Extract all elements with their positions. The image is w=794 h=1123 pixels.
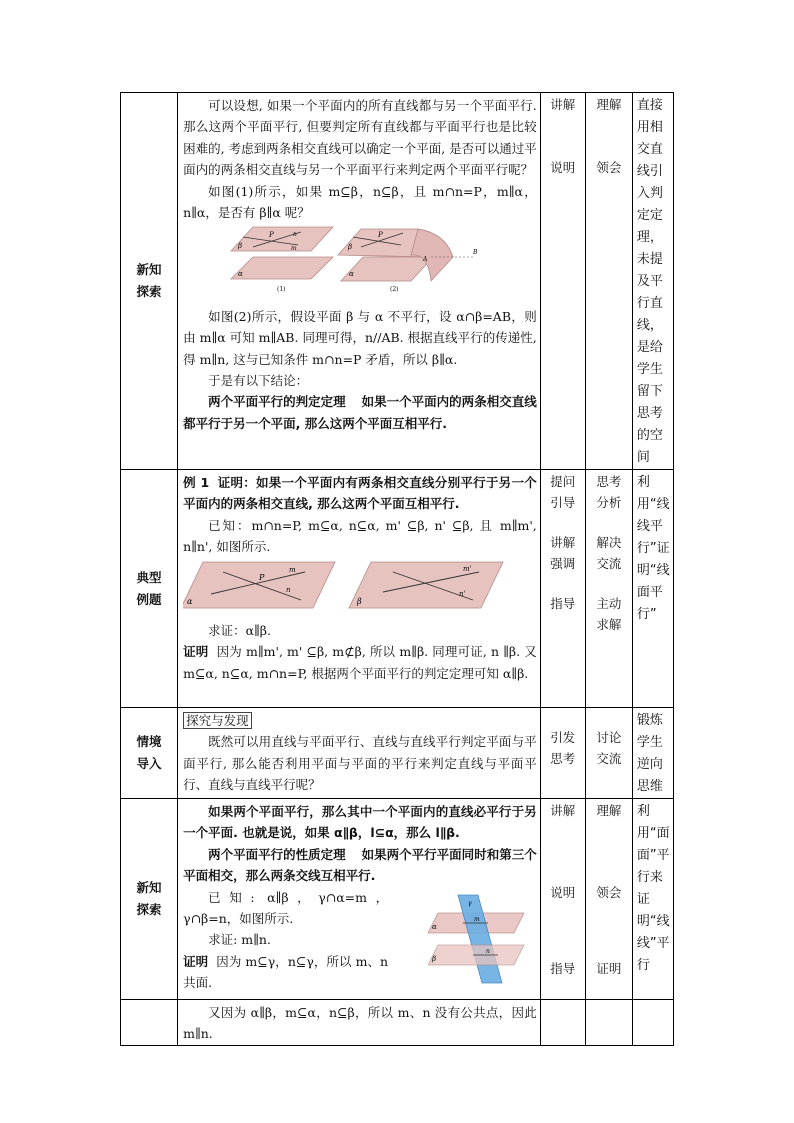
row-label <box>121 93 178 470</box>
teacher-item: 说明 <box>550 159 576 175</box>
design-intent: 直接用相交直线引入判定定理，未提及平行直线，是给学生留下思考的空间 <box>632 93 673 470</box>
design-intent: 利用“面面”平行来证明“线线”平行 <box>632 799 673 1000</box>
proof-text: 因为 m⊆γ，n⊆γ，所以 m、n 共面. <box>183 953 389 991</box>
teacher-item: 讲解 <box>550 535 576 550</box>
row-new-knowledge-2 <box>121 799 674 1000</box>
section-tag <box>183 710 537 731</box>
theorem <box>183 844 537 887</box>
design-intent <box>632 1000 673 1046</box>
plane-beta <box>349 562 503 608</box>
fig-label: α <box>187 596 193 606</box>
student-item: 交流 <box>596 555 622 571</box>
student-item: 领会 <box>596 159 622 175</box>
teacher-activity <box>540 470 585 708</box>
student-item: 主动 <box>596 596 622 611</box>
fig-label: α <box>432 923 437 931</box>
student-item: 理解 <box>596 803 622 818</box>
theorem-body: 如果一个平面内的两条相交直线都平行于另一个平面, 那么这两个平面互相平行. <box>183 394 537 431</box>
fig-label: B <box>473 249 478 257</box>
teacher-activity <box>540 93 585 470</box>
label-line: 新知 <box>136 880 162 895</box>
content-cell <box>178 708 541 799</box>
plane-alpha <box>341 257 433 281</box>
row-label <box>121 799 178 1000</box>
label-line: 例题 <box>136 591 162 607</box>
student-activity <box>585 708 632 799</box>
label-line: 典型 <box>136 569 162 585</box>
proof-head: 证明 <box>183 644 209 660</box>
design-intent: 利用“线线平行”证明“线面平行” <box>632 470 673 708</box>
teacher-item: 指导 <box>550 961 576 976</box>
fig-label: n' <box>459 589 466 598</box>
student-activity <box>585 1000 632 1046</box>
fig-label: γ <box>468 900 472 907</box>
plane-beta <box>231 227 333 251</box>
student-activity <box>585 470 632 708</box>
content-cell <box>178 1000 541 1046</box>
paragraph: 于是有以下结论： <box>208 373 309 389</box>
student-item: 证明 <box>596 961 622 976</box>
student-item: 讨论 <box>596 730 622 745</box>
plane-gamma <box>458 895 502 983</box>
fig-label: m <box>291 245 297 253</box>
label-line: 探索 <box>136 284 162 299</box>
teacher-activity <box>540 1000 585 1046</box>
plane-alpha <box>231 257 333 279</box>
teacher-item: 讲解 <box>550 803 576 818</box>
fig-label: α <box>349 270 354 279</box>
teacher-activity <box>540 708 585 799</box>
fig-label: A <box>423 256 428 264</box>
proof <box>183 641 537 684</box>
theorem <box>183 391 537 434</box>
fig-label: m <box>474 916 480 923</box>
known: 已知: α∥β，γ∩α=m，γ∩β=n，如图所示. <box>183 889 389 927</box>
teacher-activity <box>540 799 585 1000</box>
paragraph: 既然可以用直线与平面平行、直线与直线平行判定平面与平面平行, 那么能否利用平面与平面的平行来判定直线与平面平行、直线与直线平行呢？ <box>183 734 537 793</box>
figure-property <box>428 893 528 985</box>
student-item: 求解 <box>596 616 622 632</box>
teacher-item: 指导 <box>550 596 576 611</box>
example-text: 证明：如果一个平面内有两条相交直线分别平行于另一个平面内的两条相交直线, 那么这两个平面互相平行. <box>183 475 537 512</box>
content-cell <box>178 93 541 470</box>
theorem-body: 如果两个平行平面同时和第三个平面相交，那么两条交线互相平行. <box>183 846 537 884</box>
explore-tag: 探究与发现 <box>183 712 252 729</box>
theorem-title: 两个平面平行的判定定理 <box>208 394 346 410</box>
fig-label: n <box>486 948 490 955</box>
design-intent: 锻炼学生逆向思维 <box>632 708 673 799</box>
lesson-table <box>120 92 674 1046</box>
label-line: 新知 <box>136 262 162 277</box>
teacher-item: 思考 <box>550 750 576 766</box>
teacher-item: 强调 <box>550 555 576 571</box>
row-scenario <box>121 708 674 799</box>
figure-caption: (2) <box>390 286 399 294</box>
student-item: 交流 <box>596 750 622 766</box>
figure-caption: (1) <box>277 286 286 294</box>
theorem-title: 两个平面平行的性质定理 <box>208 846 346 862</box>
teacher-item: 引发 <box>550 730 576 745</box>
to-prove: 求证：α∥β. <box>208 623 272 639</box>
row-label <box>121 1000 178 1046</box>
student-item: 领会 <box>596 884 622 900</box>
known: 已知：m∩n=P, m⊆α, n⊆α, m' ⊆β, n' ⊆β, 且 m∥m', n∥n', 如图所示. <box>183 517 537 555</box>
label-line: 探索 <box>136 902 162 917</box>
fig-label: m' <box>463 564 472 573</box>
teacher-item: 说明 <box>550 884 576 900</box>
label-line: 导入 <box>136 756 162 771</box>
row-label <box>121 708 178 799</box>
student-item: 思考 <box>596 474 622 489</box>
teacher-item: 提问 <box>550 474 576 489</box>
row-example <box>121 470 674 708</box>
to-prove: 求证: m∥n. <box>208 932 271 948</box>
student-activity <box>585 799 632 1000</box>
fig-label: n <box>286 585 291 594</box>
student-item: 分析 <box>596 494 622 510</box>
example-head: 例 1 <box>183 475 210 490</box>
fig-label: β <box>348 243 353 252</box>
row-new-knowledge-1 <box>121 93 674 470</box>
paragraph: 如图(2)所示，假设平面 β 与 α 不平行，设 α∩β=AB，则由 m∥α 可知 m∥AB. 同理可得，n//AB. 根据直线平行的传递性, 得 m∥n, 这与已知条件 m∩n=P 矛盾，所以 β∥α. <box>183 308 537 367</box>
fig-label: β <box>432 955 437 963</box>
student-item: 解决 <box>596 535 622 550</box>
paragraph: 如果两个平面平行，那么其中一个平面内的直线必平行于另一个平面. 也就是说，如果 α∥β，l⊆α，那么 l∥β. <box>183 804 537 841</box>
fig-label: α <box>238 270 243 279</box>
proof-head: 证明 <box>183 953 209 969</box>
fig-label: P <box>378 231 383 240</box>
paragraph: 可以设想, 如果一个平面内的所有直线都与另一个平面平行. 那么这两个平面平行, 但要判定所有直线都与平面平行也是比较困难的, 考虑到两条相交直线可以确定一个平面, 是否可以通过平面内的两条相交直线与另一个平面平行来判定两个平面平行呢？ <box>183 98 537 178</box>
paragraph: 如图(1)所示，如果 m⊆β，n⊆β，且 m∩n=P，m∥α，n∥α，是否有 β∥α 呢？ <box>183 183 537 221</box>
fig-label: P <box>259 572 265 582</box>
student-item: 理解 <box>596 97 622 112</box>
teacher-item: 引导 <box>550 494 576 510</box>
example-statement <box>183 472 537 515</box>
fig-label: β <box>238 242 243 251</box>
content-cell <box>178 799 541 1000</box>
fig-label: β <box>357 596 362 606</box>
fig-label: P <box>269 231 274 240</box>
figure-parallel-planes <box>183 223 535 299</box>
teacher-item: 讲解 <box>550 97 576 112</box>
figure-example <box>183 558 535 614</box>
proof <box>183 951 388 994</box>
row-label <box>121 470 178 708</box>
row-continuation <box>121 1000 674 1046</box>
fig-label: m <box>289 565 296 574</box>
label-line: 情境 <box>136 734 162 749</box>
fig-label: n <box>293 231 297 239</box>
proof-text: 因为 m∥m', m' ⊆β, m⊄β, 所以 m∥β. 同理可证, n ∥β. 又 m⊆α, n⊆α, m∩n=P, 根据两个平面平行的判定定理可知 α∥β. <box>183 644 537 681</box>
content-cell <box>178 470 541 708</box>
paragraph: 又因为 α∥β，m⊆α，n⊆β，所以 m、n 没有公共点，因此 m∥n. <box>183 1005 537 1042</box>
student-activity <box>585 93 632 470</box>
